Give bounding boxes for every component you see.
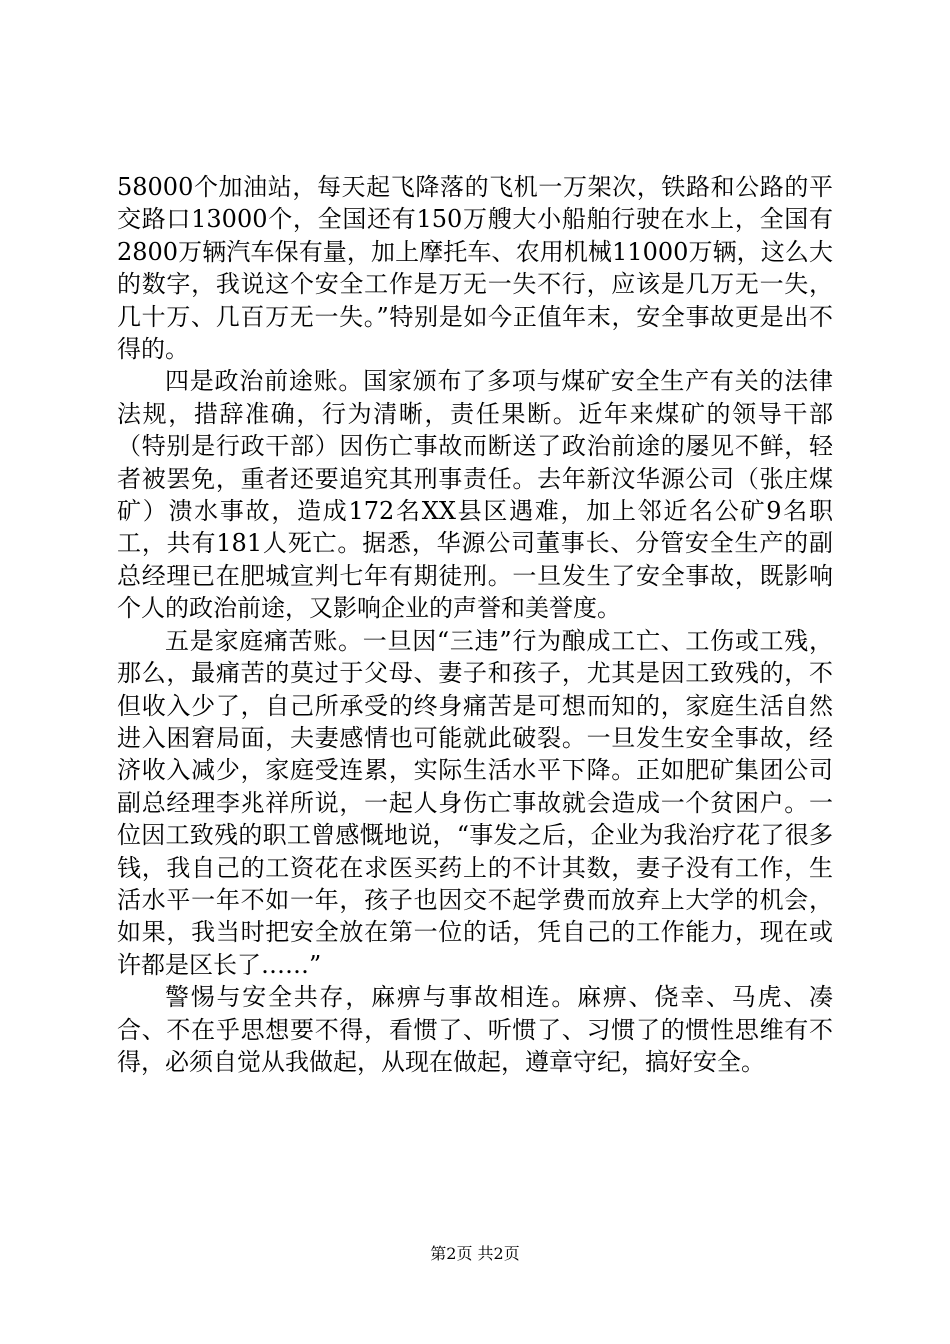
paragraph-continuation: 58000个加油站，每天起飞降落的飞机一万架次，铁路和公路的平交路口13000个，全国还有150万艘大小船舶行驶在水上，全国有2800万辆汽车保有量，加上摩托车、农用机械11000万辆，这么大的数字，我说这个安全工作是万无一失不行，应该是几万无一失，几十万、几百万无一失。”特别是如今正值年末，安全事故更是出不得的。 xyxy=(117,173,833,364)
page-number-footer: 第2页 共2页 xyxy=(430,1244,520,1263)
paragraph-family-pain: 五是家庭痛苦账。一旦因“三违”行为酿成工亡、工伤或工残，那么，最痛苦的莫过于父母、妻子和孩子，尤其是因工致残的，不但收入少了，自己所承受的终身痛苦是可想而知的，家庭生活自然进入困窘局面，夫妻感情也可能就此破裂。一旦发生安全事故，经济收入减少，家庭受连累，实际生活水平下降。正如肥矿集团公司副总经理李兆祥所说，一起人身伤亡事故就会造成一个贫困户。一位因工致残的职工曾感慨地说，“事发之后，企业为我治疗花了很多钱，我自己的工资花在求医买药上的不计其数，妻子没有工作，生活水平一年不如一年，孩子也因交不起学费而放弃上大学的机会，如果，我当时把安全放在第一位的话，凭自己的工作能力，现在或许都是区长了……” xyxy=(117,626,833,979)
paragraph-conclusion: 警惕与安全共存，麻痹与事故相连。麻痹、侥幸、马虎、凑合、不在乎思想要不得，看惯了、听惯了、习惯了的惯性思维有不得，必须自觉从我做起，从现在做起，遵章守纪，搞好安全。 xyxy=(117,983,833,1076)
document-body xyxy=(117,171,833,1078)
paragraph-political-future: 四是政治前途账。国家颁布了多项与煤矿安全生产有关的法律法规，措辞准确，行为清晰，责任果断。近年来煤矿的领导干部（特别是行政干部）因伤亡事故而断送了政治前途的屡见不鲜，轻者被罢免，重者还要追究其刑事责任。去年新汶华源公司（张庄煤矿）溃水事故，造成172名XX县区遇难，加上邻近名公矿9名职工，共有181人死亡。据悉，华源公司董事长、分管安全生产的副总经理已在肥城宣判七年有期徒刑。一旦发生了安全事故，既影响个人的政治前途，又影响企业的声誉和美誉度。 xyxy=(117,367,833,623)
